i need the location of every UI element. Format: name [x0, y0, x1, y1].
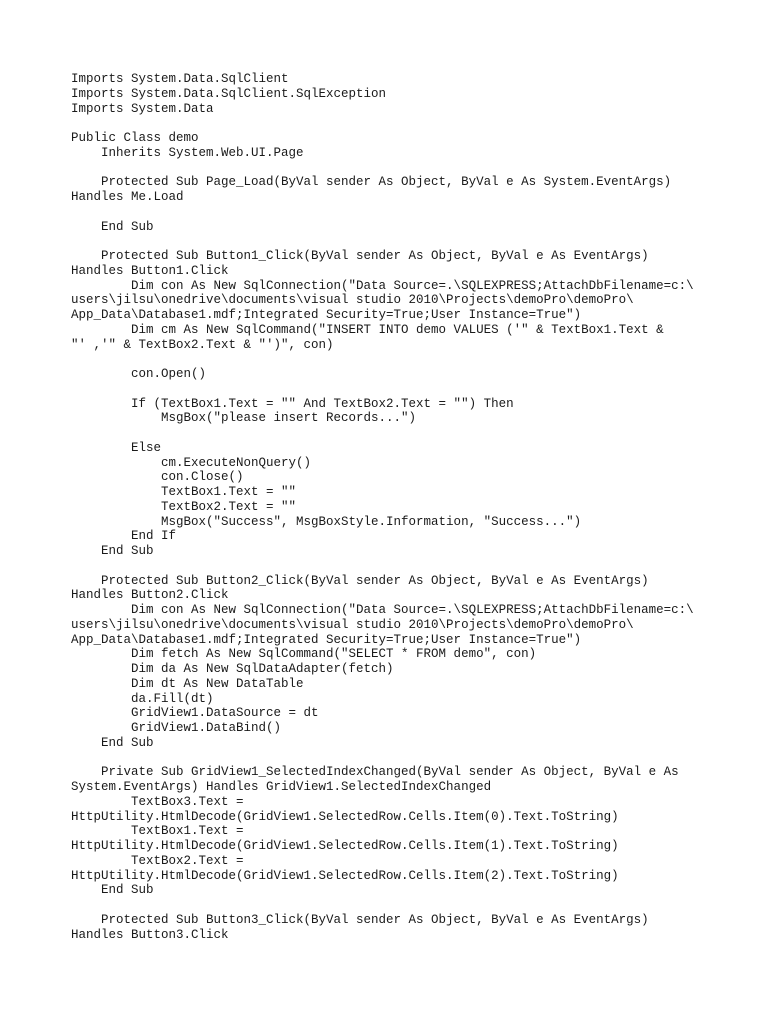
code-line [71, 161, 761, 176]
code-line: GridView1.DataBind() [71, 721, 282, 735]
code-line: Dim dt As New DataTable [71, 676, 304, 691]
code-line: TextBox1.Text = [71, 824, 244, 839]
code-line [71, 234, 761, 249]
code-line: Imports System.Data.SqlClient.SqlException [71, 86, 387, 101]
code-line: Dim cm As New SqlCommand("INSERT INTO demo VALUES ('" & TextBox1.Text & [71, 322, 664, 337]
code-line: TextBox2.Text = "" [71, 499, 297, 514]
code-line: Handles Button3.Click [71, 927, 229, 942]
code-line [71, 898, 761, 913]
code-line: Private Sub GridView1_SelectedIndexChanged(ByVal sender As Object, ByVal e As [71, 765, 679, 780]
code-line: Protected Sub Page_Load(ByVal sender As Object, ByVal e As System.EventArgs) [71, 175, 672, 190]
code-line: Handles Button1.Click [71, 263, 229, 278]
code-line: HttpUtility.HtmlDecode(GridView1.SelectedRow.Cells.Item(2).Text.ToString) [71, 868, 619, 883]
code-line: End If [71, 529, 177, 544]
code-line: Handles Button2.Click [71, 588, 229, 603]
code-line: Protected Sub Button2_Click(ByVal sender As Object, ByVal e As EventArgs) [71, 573, 649, 588]
code-line: Protected Sub Button3_Click(ByVal sender As Object, ByVal e As EventArgs) [71, 912, 649, 927]
code-line: con.Open() [71, 367, 207, 381]
code-line: App_Data\Database1.mdf;Integrated Security=True;User Instance=True") [71, 308, 582, 322]
code-line: MsgBox("please insert Records...") [71, 411, 417, 426]
code-line: Imports System.Data.SqlClient [71, 72, 289, 86]
code-line: End Sub [71, 544, 154, 558]
code-line: Inherits System.Web.UI.Page [71, 145, 304, 160]
code-line: MsgBox("Success", MsgBoxStyle.Information, "Success...") [71, 514, 582, 529]
code-line: HttpUtility.HtmlDecode(GridView1.SelectedRow.Cells.Item(1).Text.ToString) [71, 839, 619, 853]
code-line: con.Close() [71, 470, 244, 485]
code-line [71, 426, 761, 441]
code-line: GridView1.DataSource = dt [71, 706, 319, 721]
code-line: Dim fetch As New SqlCommand("SELECT * FROM demo", con) [71, 647, 537, 662]
code-line: System.EventArgs) Handles GridView1.SelectedIndexChanged [71, 780, 492, 794]
code-line: "' ,'" & TextBox2.Text & "')", con) [71, 337, 334, 352]
code-line: Handles Me.Load [71, 190, 184, 204]
code-line [71, 751, 761, 766]
code-line: Dim con As New SqlConnection("Data Source=.\SQLEXPRESS;AttachDbFilename=c:\ [71, 603, 694, 617]
code-line: Dim da As New SqlDataAdapter(fetch) [71, 662, 394, 676]
code-line: End Sub [71, 883, 154, 898]
code-line: Imports System.Data [71, 101, 214, 116]
code-line [71, 205, 761, 220]
code-line: TextBox2.Text = [71, 853, 244, 868]
code-line: TextBox1.Text = "" [71, 485, 297, 499]
code-line: End Sub [71, 219, 154, 234]
code-line: users\jilsu\onedrive\documents\visual studio 2010\Projects\demoPro\demoPro\ [71, 617, 634, 632]
code-line: HttpUtility.HtmlDecode(GridView1.SelectedRow.Cells.Item(0).Text.ToString) [71, 809, 619, 824]
code-line [71, 382, 761, 397]
code-line [71, 116, 761, 131]
code-line: App_Data\Database1.mdf;Integrated Security=True;User Instance=True") [71, 632, 582, 647]
code-line [71, 559, 761, 574]
code-line [71, 352, 761, 367]
code-line: Protected Sub Button1_Click(ByVal sender As Object, ByVal e As EventArgs) [71, 249, 649, 263]
code-line: cm.ExecuteNonQuery() [71, 455, 312, 470]
code-line: Public Class demo [71, 131, 199, 145]
code-line: Else [71, 440, 162, 455]
code-line: da.Fill(dt) [71, 691, 214, 706]
code-line: users\jilsu\onedrive\documents\visual studio 2010\Projects\demoPro\demoPro\ [71, 293, 634, 308]
code-line: If (TextBox1.Text = "" And TextBox2.Text = "") Then [71, 396, 514, 411]
code-line: End Sub [71, 735, 154, 750]
code-line: Dim con As New SqlConnection("Data Source=.\SQLEXPRESS;AttachDbFilename=c:\ [71, 278, 694, 293]
code-line: TextBox3.Text = [71, 794, 244, 809]
code-listing [71, 72, 761, 942]
